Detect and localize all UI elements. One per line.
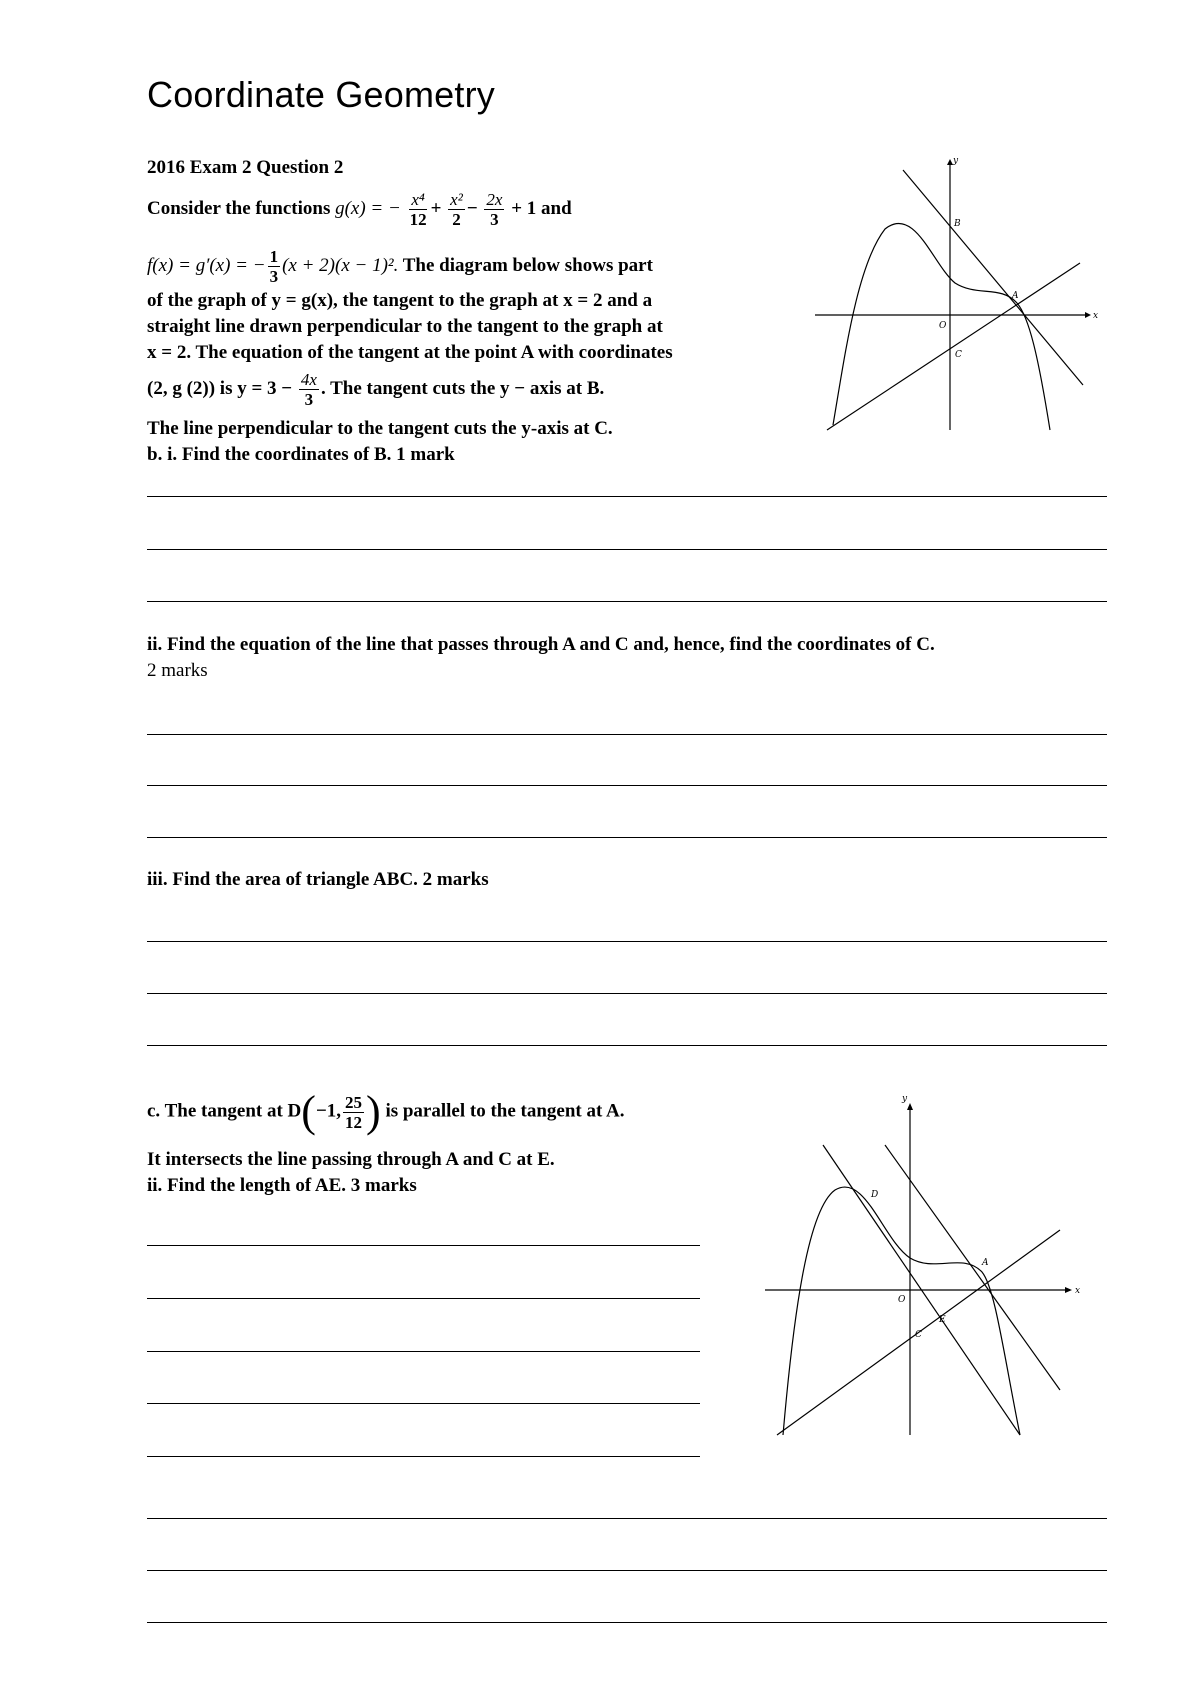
answer-line[interactable] — [147, 496, 1107, 497]
answer-line[interactable] — [147, 785, 1107, 786]
graph1-label-o: O — [939, 321, 947, 331]
tangent-equation-start: (2, g (2)) is y = 3 − — [147, 377, 293, 399]
graph1-x-arrow-icon — [1085, 312, 1091, 318]
question-line-3: of the graph of y = g(x), the tangent to the graph at x = 2 and a — [147, 290, 653, 311]
answer-line[interactable] — [147, 837, 1107, 838]
graph2-label-d: D — [871, 1190, 879, 1200]
fraction-25-12: $\frac{25}{12}$ — [345, 1092, 363, 1132]
graph1-perpendicular-line — [827, 263, 1080, 430]
graph2-label-e: E — [939, 1315, 946, 1325]
graph2-tangent-at-a — [885, 1145, 1060, 1390]
question-heading: 2016 Exam 2 Question 2 — [147, 157, 344, 178]
tangent-equation-end: . The tangent cuts the y − axis at B. — [320, 377, 605, 399]
fraction-x4-12: $\frac{\text{x⁴}}{12}$ — [409, 190, 427, 229]
answer-line[interactable] — [147, 993, 1107, 994]
question-line-5: x = 2. The equation of the tangent at the point A with coordinates — [147, 342, 673, 363]
graph1-label-c: C — [955, 350, 962, 360]
f-definition: f(x) = g′(x) = − — [147, 254, 266, 276]
f-definition-line — [147, 247, 653, 286]
part-b-iii-prompt: iii. Find the area of triangle ABC. 2 marks — [147, 869, 489, 890]
answer-line[interactable] — [147, 1622, 1107, 1623]
part-c-line-3: ii. Find the length of AE. 3 marks — [147, 1175, 417, 1196]
diagram-text: The diagram below shows part — [398, 254, 653, 276]
graph1-label-b: B — [954, 219, 961, 229]
graph-1-diagram — [815, 155, 1099, 435]
fraction-4x-3: $\frac{4x}{3}$ — [300, 370, 317, 409]
intro-text: Consider the functions — [147, 197, 336, 219]
graph2-label-o: O — [898, 1295, 906, 1305]
answer-line[interactable] — [147, 1045, 1107, 1046]
answer-line[interactable] — [147, 549, 1107, 550]
part-c-line-2: It intersects the line passing through A and C at E. — [147, 1149, 555, 1170]
fraction-x2-2: $\frac{\text{x²}}{2}$ — [450, 190, 463, 229]
graph1-tangent-line — [903, 170, 1083, 385]
plus-one-and: + 1 and — [511, 197, 572, 219]
question-line-7: The line perpendicular to the tangent cuts the y-axis at C. — [147, 418, 613, 439]
part-c-prompt: c. The tangent at D(−1, $\frac{25}{12}$ ) is parallel to the tangent at A. — [147, 1087, 625, 1136]
answer-line[interactable] — [147, 1518, 1107, 1519]
answer-line[interactable] — [147, 1298, 700, 1299]
graph2-x-arrow-icon — [1065, 1287, 1072, 1293]
point-d-coords: −1, — [315, 1100, 342, 1122]
answer-line[interactable] — [147, 1351, 700, 1352]
question-line-6 — [147, 370, 604, 409]
answer-line[interactable] — [147, 1245, 700, 1246]
graph1-label-x: x — [1093, 311, 1099, 321]
answer-line[interactable] — [147, 734, 1107, 735]
answer-line[interactable] — [147, 1570, 1107, 1571]
g-definition: g(x) = − — [335, 197, 401, 219]
fraction-2x-3: $\frac{2x}{3}$ — [486, 190, 503, 229]
part-b-i-prompt: b. i. Find the coordinates of B. 1 mark — [147, 444, 455, 465]
part-b-ii-prompt: ii. Find the equation of the line that passes through A and C and, hence, find the coordinates of C. — [147, 634, 935, 655]
fraction-one-third: $\frac{1}{3}$ — [269, 247, 279, 286]
graph2-label-x: x — [1075, 1286, 1081, 1296]
graph1-label-y: y — [953, 156, 959, 166]
question-line-4: straight line drawn perpendicular to the tangent to the graph at — [147, 316, 663, 337]
answer-line[interactable] — [147, 1403, 700, 1404]
graph2-curve — [783, 1187, 1020, 1435]
part-b-ii-marks: 2 marks — [147, 660, 208, 681]
answer-line[interactable] — [147, 941, 1107, 942]
graph2-label-a: A — [982, 1258, 989, 1268]
graph2-label-y: y — [902, 1094, 908, 1104]
answer-line[interactable] — [147, 601, 1107, 602]
graph-2-diagram — [765, 1090, 1085, 1440]
f-factor: (x + 2)(x − 1)². — [282, 254, 399, 276]
graph2-y-arrow-icon — [907, 1103, 913, 1110]
page-title: Coordinate Geometry — [147, 74, 495, 115]
graph1-label-a: A — [1012, 291, 1019, 301]
answer-line[interactable] — [147, 1456, 700, 1457]
graph2-label-c: C — [915, 1330, 922, 1340]
question-intro-line: Consider the functions g(x) = − $\frac{\text{x⁴}}{12}$ + $\frac{\text{x²}}{2}$ − $\frac{2x}{3}$ + 1 and — [147, 190, 572, 229]
